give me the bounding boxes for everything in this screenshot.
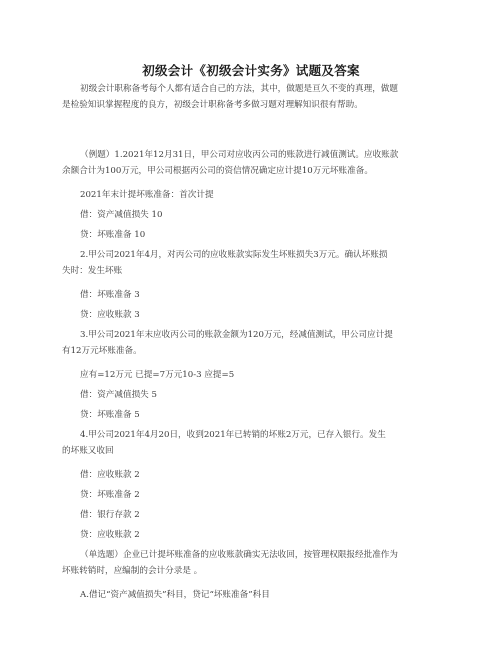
single-choice-line-2: 坏账转销时，应编制的会计分录是 。 [62,566,203,576]
entry-4b-credit: 贷：应收账款 2 [80,530,140,540]
example-line-2: 余额合计为100万元，甲公司根据丙公司的资信情况确定应计提10万元坏账准备。 [62,166,373,176]
entry-1-debit: 借：资产减值损失 10 [80,210,163,220]
entry-1-credit: 贷：坏账准备 10 [80,230,146,240]
entry-4b-debit: 借：银行存款 2 [80,510,140,520]
document-title: 初级会计《初级会计实务》试题及答案 [142,63,360,78]
entry-4a-debit: 借：应收账款 2 [80,470,140,480]
question-4-line-2: 的坏账又收回 [62,446,114,456]
question-3-paragraph [62,327,440,359]
question-2-line-2: 失时：发生坏账 [62,266,123,276]
question-3-line-1: 3.甲公司2021年末应收丙公司的账款金额为120万元，经减值测试，甲公司应计提 [80,330,393,340]
question-2-line-1: 2.甲公司2021年4月，对丙公司的应收账款实际发生坏账损失3万元。确认坏账损 [80,250,388,260]
example-line-1: （例题）1.2021年12月31日，甲公司对应收丙公司的账款进行减值测试。应收账款 [80,150,399,160]
entry-2-credit: 贷：应收账款 3 [80,310,140,320]
single-choice-question [62,547,440,579]
calculation-line: 应有=12万元 已提=7万元10-3 应提=5 [80,370,235,380]
intro-line-2: 是检验知识掌握程度的良方，初级会计职称备考多做习题对理解知识很有帮助。 [62,100,363,110]
example-paragraph [62,147,440,179]
intro-line-1: 初级会计职称备考每个人都有适合自己的方法，其中，做题是亘久不变的真理，做题 [80,84,398,94]
entry-3-debit: 借：资产减值损失 5 [80,390,157,400]
option-a: A.借记“资产减值损失”科目，贷记“坏账准备”科目 [80,590,270,600]
single-choice-line-1: （单选题）企业已计提坏账准备的应收账款确实无法收回，按管理权限报经批准作为 [80,550,398,560]
entry-3-credit: 贷：坏账准备 5 [80,410,140,420]
question-4-paragraph [62,427,440,459]
question-2-paragraph [62,247,440,279]
entry-2-debit: 借：坏账准备 3 [80,290,140,300]
question-4-line-1: 4.甲公司2021年4月20日，收到2021年已转销的坏账2万元，已存入银行。发生 [80,430,386,440]
provision-heading: 2021年末计提坏账准备：首次计提 [80,190,214,200]
question-3-line-2: 有12万元坏账准备。 [62,346,142,356]
entry-4a-credit: 贷：坏账准备 2 [80,490,140,500]
intro-paragraph [62,81,440,113]
